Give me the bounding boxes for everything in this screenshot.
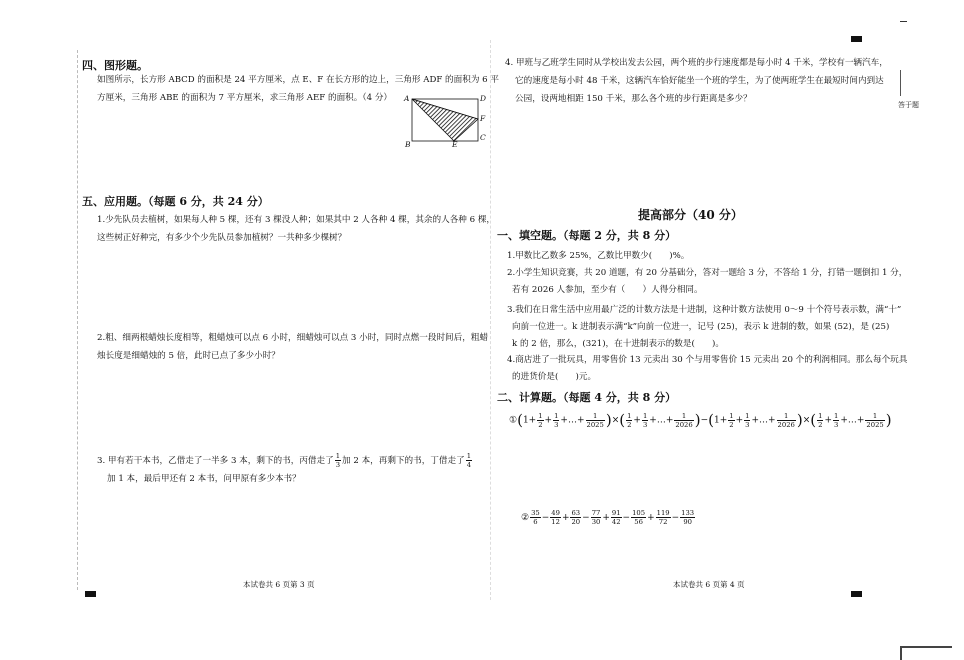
left-binding-line xyxy=(77,50,78,590)
right-margin-text: 答于题 xyxy=(898,101,919,109)
frac-half: $\frac{1}{2}$ xyxy=(818,411,823,429)
left-page-footer: 本试卷共 6 页第 3 页 xyxy=(243,580,315,589)
q3-line1 xyxy=(97,452,473,469)
section-4-text-line1: 如图所示，长方形 ABCD 的面积是 24 平方厘米，点 E、F 在长方形的边上，三角形 ADF 的面积为 6 平 xyxy=(97,75,499,85)
expr2-terms xyxy=(529,509,696,526)
q4-line1: 4. 甲班与乙班学生同时从学校出发去公园，两个班的步行速度都是每小时 4 千米，学校有一辆汽车， xyxy=(505,58,888,68)
expr2-fraction: $\frac{133}{90}$ xyxy=(681,509,695,526)
q4-line3: 公园，设两地相距 150 千米，那么各个班的步行距离是多少？ xyxy=(515,94,752,104)
q2-line2: 烛长度是细蜡烛的 5 倍，此时已点了多少小时？ xyxy=(97,351,280,361)
expr2-operator: + xyxy=(647,513,655,523)
expr2-fraction: $\frac{91}{42}$ xyxy=(611,509,621,526)
expr2-fraction: $\frac{49}{12}$ xyxy=(551,509,560,526)
right-page-footer: 本试卷共 6 页第 4 页 xyxy=(673,580,745,589)
fill-q1: 1.甲数比乙数多 25%，乙数比甲数少( )%。 xyxy=(507,251,690,261)
figure-label-e: E xyxy=(452,140,458,149)
frac-2026: $\frac{1}{2026}$ xyxy=(777,411,795,429)
expr2-fraction: $\frac{105}{56}$ xyxy=(632,509,646,526)
fraction-one-third: $\frac{1}{3}$ xyxy=(335,452,341,469)
figure-label-b: B xyxy=(405,140,411,149)
fill-q3-line3: k 的 2 倍，那么，(321)，在十进制表示的数是( )。 xyxy=(512,339,724,349)
expr2-operator: − xyxy=(622,513,631,523)
fill-q2-line1: 2.小学生知识竞赛，共 20 道题，有 20 分基础分，答对一题给 3 分，不答给 1 分，打错一题倒扣 1 分， xyxy=(507,268,908,278)
frac-third: $\frac{1}{3}$ xyxy=(642,411,648,429)
rectangle-figure xyxy=(402,90,492,152)
section-4-text-line2: 方厘米，三角形 ABE 的面积为 7 平方厘米，求三角形 AEF 的面积。（4 分） xyxy=(97,93,393,103)
expr2-fraction: $\frac{77}{30}$ xyxy=(591,509,601,526)
fill-section-title: 一、填空题。（每题 2 分，共 8 分） xyxy=(497,229,677,242)
figure-label-f: F xyxy=(480,114,486,123)
section-5-title: 五、应用题。（每题 6 分，共 24 分） xyxy=(82,195,269,208)
fill-q3-line2: 向前一位进一。k 进制表示满“k”向前一位进一，记号 (25)，表示 k 进制的数，如果 (52)，是 (25) xyxy=(512,322,890,332)
expr2-operator: + xyxy=(561,513,570,523)
fill-q4-line1: 4.商店进了一批玩具，用零售价 13 元卖出 30 个与用零售价 15 元卖出 20 个的利润相同。那么每个玩具 xyxy=(507,355,908,365)
expr2-label: ② xyxy=(521,513,530,523)
q1-line2: 这些树正好种完，有多少个少先队员参加植树？一共种多少棵树？ xyxy=(97,233,347,243)
expr2-fraction: $\frac{35}{6}$ xyxy=(531,509,540,526)
frac-half: $\frac{1}{2}$ xyxy=(538,411,543,429)
q3-line2: 加 1 本，最后甲还有 2 本书，问甲原有多少本书？ xyxy=(107,474,301,484)
q2-line1: 2.粗、细两根蜡烛长度相等，粗蜡烛可以点 6 小时，细蜡烛可以点 3 小时，同时点燃一段时间后，粗蜡 xyxy=(97,333,489,343)
advanced-part-title: 提高部分（40 分） xyxy=(638,208,743,222)
frac-third: $\frac{1}{3}$ xyxy=(834,411,839,429)
registration-mark-top-right xyxy=(851,36,862,42)
calc-expression-1: ①(1+ $\frac{1}{2}$ + $\frac{1}{3}$ +…+ $\frac{1}{2025}$ )×( $\frac{1}{2}$ + $\frac{1}{3}$ +…+ $\frac{1}{2026}$ )−(1+ $\frac{1}{2}$ + $\frac{1}{3}$ +…+ $\frac{1}{2026}$ )×( $\frac{1}{2}$ + $\frac{1}{3}$ +…+ $\frac{1}{2025}$ ) xyxy=(509,411,892,429)
fill-q3-line1: 3.我们在日常生活中应用最广泛的计数方法是十进制，这种计数方法使用 0～9 十个符号表示数，满“十” xyxy=(507,305,902,315)
expr2-operator: − xyxy=(541,513,550,523)
frac-2025: $\frac{1}{2025}$ xyxy=(586,411,604,429)
expr1-label: ① xyxy=(509,415,518,426)
calc-section-title: 二、计算题。（每题 4 分，共 8 分） xyxy=(497,391,677,404)
figure-label-c: C xyxy=(480,133,486,142)
fraction-one-quarter: $\frac{1}{4}$ xyxy=(466,452,472,469)
right-margin-line xyxy=(900,70,901,96)
expr2-operator: − xyxy=(671,513,680,523)
registration-mark-bottom-right xyxy=(851,591,862,597)
calc-expression-2 xyxy=(521,509,696,526)
frac-third: $\frac{1}{3}$ xyxy=(745,411,750,429)
expr2-operator: − xyxy=(582,513,590,523)
frac-third: $\frac{1}{3}$ xyxy=(554,411,559,429)
section-4-title: 四、图形题。 xyxy=(82,59,148,72)
expr2-fraction: $\frac{63}{20}$ xyxy=(571,509,581,526)
expr2-fraction: $\frac{119}{72}$ xyxy=(656,509,670,526)
q1-line1: 1.少先队员去植树，如果每人种 5 棵，还有 3 棵没人种；如果其中 2 人各种 4 棵，其余的人各种 6 棵， xyxy=(97,215,496,225)
expr2-operator: + xyxy=(602,513,610,523)
q3-text-pre: 3. 甲有若干本书，乙借走了一半多 3 本，剩下的书，丙借走了 xyxy=(97,456,334,466)
fill-q2-line2: 若有 2026 人参加，至少有（ ）人得分相同。 xyxy=(512,285,703,295)
frac-half: $\frac{1}{2}$ xyxy=(627,411,632,429)
figure-label-d: D xyxy=(480,94,487,103)
registration-mark-bottom-left xyxy=(85,591,96,597)
q4-line2: 它的速度是每小时 48 千米，这辆汽车恰好能坐一个班的学生，为了使两班学生在最短时间内到达 xyxy=(515,76,884,86)
figure-label-a: A xyxy=(404,94,410,103)
frac-2026: $\frac{1}{2026}$ xyxy=(675,411,693,429)
fill-q4-line2: 的进货价是( )元。 xyxy=(512,372,597,382)
frac-2025: $\frac{1}{2025}$ xyxy=(866,411,884,429)
q3-text-mid: 加 2 本，再剩下的书，丁借走了 xyxy=(342,456,465,466)
corner-dash xyxy=(900,21,907,22)
frac-half: $\frac{1}{2}$ xyxy=(729,411,734,429)
